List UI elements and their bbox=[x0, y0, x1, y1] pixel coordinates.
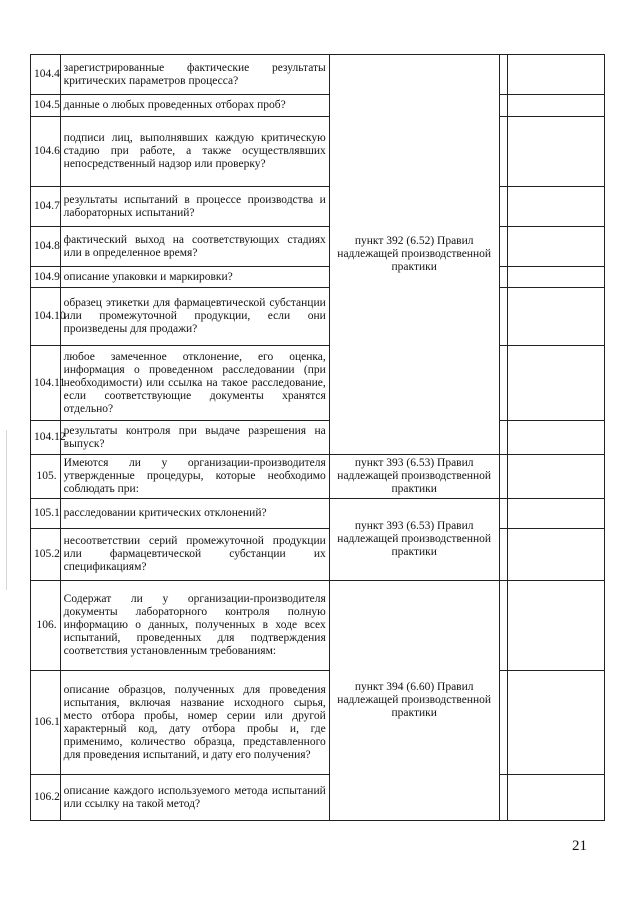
notes-cell bbox=[507, 55, 604, 95]
item-question: описание образцов, полученных для проведения испытания, включая название исходного сырья, место отбора пробы, номер серии или другой характерный код, дату отбора пробы и, где применимо, количество образца, представленного для проведения испытаний, и дату его получения? bbox=[60, 671, 329, 775]
table-row bbox=[31, 671, 605, 775]
answer-cell bbox=[499, 581, 507, 671]
notes-cell bbox=[507, 117, 604, 187]
table-row bbox=[31, 499, 605, 529]
item-number: 104.4 bbox=[31, 55, 61, 95]
notes-cell bbox=[507, 581, 604, 671]
scan-margin-line bbox=[6, 430, 7, 590]
item-number: 106.2 bbox=[31, 775, 61, 821]
answer-cell bbox=[499, 775, 507, 821]
item-number: 104.11 bbox=[31, 346, 61, 421]
item-number: 104.5 bbox=[31, 95, 61, 117]
answer-cell bbox=[499, 55, 507, 95]
item-question: подписи лиц, выполнявших каждую критическую стадию при работе, а также осуществлявших непосредственный надзор или проверку? bbox=[60, 117, 329, 187]
notes-cell bbox=[507, 529, 604, 581]
reference-cell-104: пункт 392 (6.52) Правил надлежащей производственной практики bbox=[329, 55, 499, 455]
item-question: любое замеченное отклонение, его оценка, информация о проведенном расследовании (при необходимости) или ссылка на такое расследование, если соответствующие документы хранятся отдельно? bbox=[60, 346, 329, 421]
notes-cell bbox=[507, 421, 604, 455]
item-question: описание упаковки и маркировки? bbox=[60, 267, 329, 288]
reference-cell-105-sub: пункт 393 (6.53) Правил надлежащей производственной практики bbox=[329, 499, 499, 581]
notes-cell bbox=[507, 346, 604, 421]
table-row bbox=[31, 95, 605, 117]
item-number: 105.2 bbox=[31, 529, 61, 581]
answer-cell bbox=[499, 288, 507, 346]
item-question: данные о любых проведенных отборах проб? bbox=[60, 95, 329, 117]
answer-cell bbox=[499, 95, 507, 117]
answer-cell bbox=[499, 529, 507, 581]
item-question: несоответствии серий промежуточной продукции или фармацевтической субстанции их спецификациям? bbox=[60, 529, 329, 581]
table-row bbox=[31, 529, 605, 581]
item-number: 104.8 bbox=[31, 227, 61, 267]
table-row bbox=[31, 775, 605, 821]
item-number: 104.7 bbox=[31, 187, 61, 227]
item-question: Содержат ли у организации-производителя документы лабораторного контроля полную информацию о данных, полученных в ходе всех испытаний, проведенных для подтверждения соответствия установленным требованиям: bbox=[60, 581, 329, 671]
table-row bbox=[31, 581, 605, 671]
item-number: 105.1 bbox=[31, 499, 61, 529]
page-number: 21 bbox=[572, 838, 587, 854]
table-row bbox=[31, 421, 605, 455]
table-row bbox=[31, 455, 605, 499]
notes-cell bbox=[507, 775, 604, 821]
item-number: 104.6 bbox=[31, 117, 61, 187]
item-question: Имеются ли у организации-производителя утвержденные процедуры, которые необходимо соблюдать при: bbox=[60, 455, 329, 499]
notes-cell bbox=[507, 671, 604, 775]
item-number: 105. bbox=[31, 455, 61, 499]
item-question: расследовании критических отклонений? bbox=[60, 499, 329, 529]
item-question: фактический выход на соответствующих стадиях или в определенное время? bbox=[60, 227, 329, 267]
item-question: результаты контроля при выдаче разрешения на выпуск? bbox=[60, 421, 329, 455]
notes-cell bbox=[507, 95, 604, 117]
item-question: зарегистрированные фактические результаты критических параметров процесса? bbox=[60, 55, 329, 95]
item-question: результаты испытаний в процессе производства и лабораторных испытаний? bbox=[60, 187, 329, 227]
item-number: 104.9 bbox=[31, 267, 61, 288]
item-question: образец этикетки для фармацевтической субстанции или промежуточной продукции, если они произведены для продажи? bbox=[60, 288, 329, 346]
notes-cell bbox=[507, 455, 604, 499]
item-number: 106. bbox=[31, 581, 61, 671]
table-row bbox=[31, 117, 605, 187]
item-number: 106.1 bbox=[31, 671, 61, 775]
answer-cell bbox=[499, 671, 507, 775]
table-row bbox=[31, 346, 605, 421]
notes-cell bbox=[507, 288, 604, 346]
table-row bbox=[31, 227, 605, 267]
item-number: 104.10 bbox=[31, 288, 61, 346]
answer-cell bbox=[499, 499, 507, 529]
answer-cell bbox=[499, 455, 507, 499]
checklist-table bbox=[30, 54, 605, 821]
item-question: описание каждого используемого метода испытаний или ссылку на такой метод? bbox=[60, 775, 329, 821]
notes-cell bbox=[507, 499, 604, 529]
notes-cell bbox=[507, 187, 604, 227]
answer-cell bbox=[499, 227, 507, 267]
notes-cell bbox=[507, 267, 604, 288]
table-row bbox=[31, 187, 605, 227]
notes-cell bbox=[507, 227, 604, 267]
reference-cell-106: пункт 394 (6.60) Правил надлежащей производственной практики bbox=[329, 581, 499, 821]
answer-cell bbox=[499, 187, 507, 227]
answer-cell bbox=[499, 421, 507, 455]
answer-cell bbox=[499, 267, 507, 288]
table-row bbox=[31, 288, 605, 346]
item-number: 104.12 bbox=[31, 421, 61, 455]
answer-cell bbox=[499, 346, 507, 421]
table-row bbox=[31, 55, 605, 95]
reference-cell-105: пункт 393 (6.53) Правил надлежащей производственной практики bbox=[329, 455, 499, 499]
answer-cell bbox=[499, 117, 507, 187]
table-row bbox=[31, 267, 605, 288]
